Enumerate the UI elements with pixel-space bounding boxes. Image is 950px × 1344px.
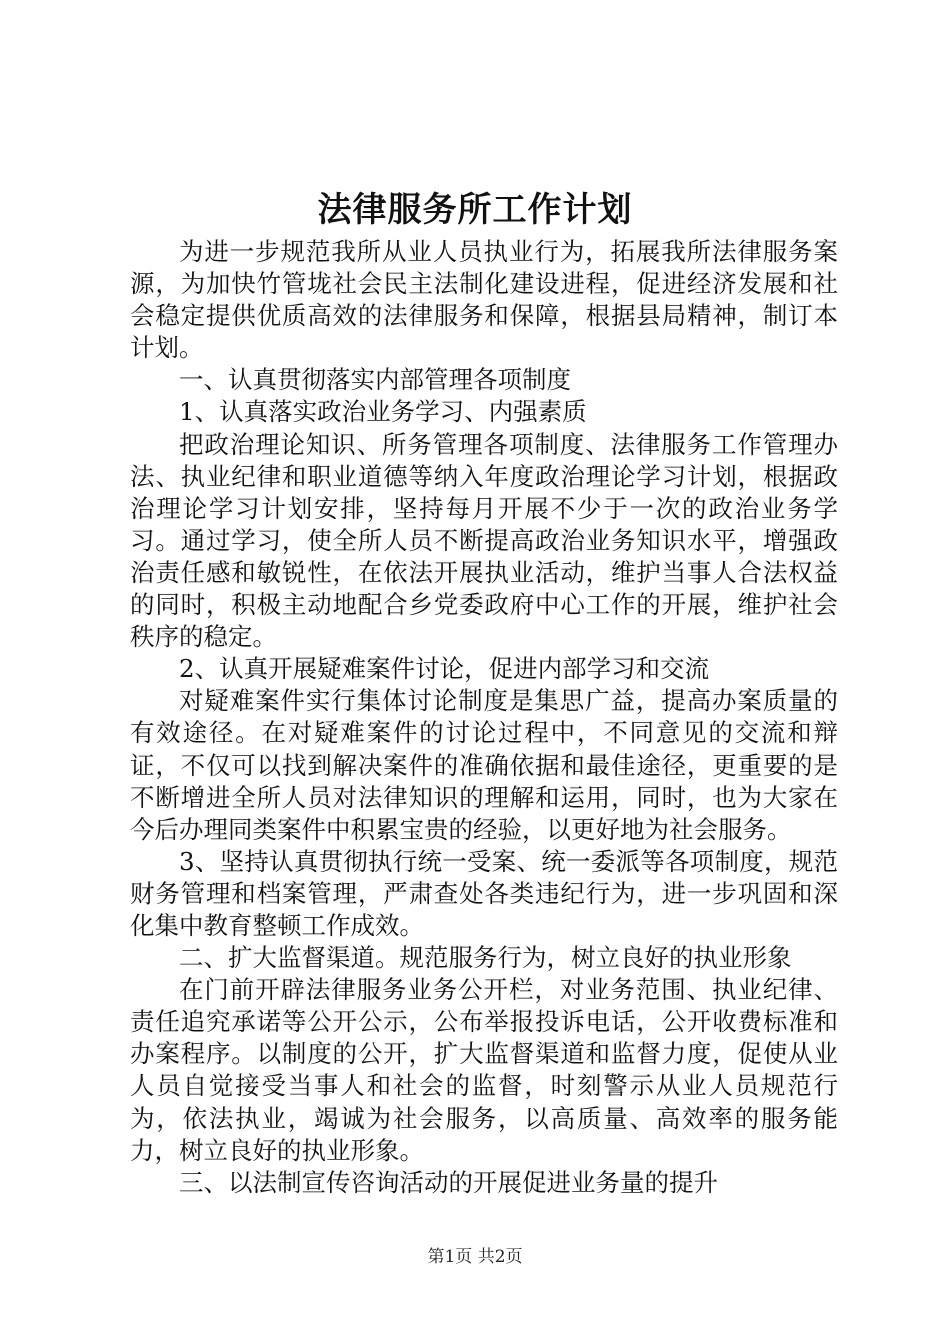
document-title: 法律服务所工作计划 bbox=[317, 190, 633, 230]
section-heading-3: 三、以法制宣传咨询活动的开展促进业务量的提升 bbox=[179, 1167, 718, 1197]
paragraph-intro: 为进一步规范我所从业人员执业行为，拓展我所法律服务案源，为加快竹管垅社会民主法制化建设进程，促进经济发展和社会稳定提供优质高效的法律服务和保障，根据县局精神，制订本计划。 bbox=[130, 237, 838, 363]
paragraph-1-1: 把政治理论知识、所务管理各项制度、法律服务工作管理办法、执业纪律和职业道德等纳入年度政治理论学习计划，根据政治理论学习计划安排，坚持每月开展不少于一次的政治业务学习。通过学习，使全所人员不断提高政治业务知识水平，增强政治责任感和敏锐性，在依法开展执业活动，维护当事人合法权益的同时，积极主动地配合乡党委政府中心工作的开展，维护社会秩序的稳定。 bbox=[130, 429, 838, 652]
section-heading-2: 二、扩大监督渠道。规范服务行为，树立良好的执业形象 bbox=[179, 943, 792, 973]
section-heading-1: 一、认真贯彻落实内部管理各项制度 bbox=[179, 365, 571, 395]
subsection-heading-1-1: 1、认真落实政治业务学习、内强素质 bbox=[179, 397, 587, 427]
page-footer: 第1页 共2页 bbox=[427, 1247, 523, 1267]
paragraph-2: 在门前开辟法律服务业务公开栏，对业务范围、执业纪律、责任追究承诺等公开公示，公布举报投诉电话，公开收费标准和办案程序。以制度的公开，扩大监督渠道和监督力度，促使从业人员自觉接受当事人和社会的监督，时刻警示从业人员规范行为，依法执业，竭诚为社会服务，以高质量、高效率的服务能力，树立良好的执业形象。 bbox=[130, 975, 838, 1165]
document-body bbox=[130, 236, 838, 1199]
paragraph-1-3: 3、坚持认真贯彻执行统一受案、统一委派等各项制度，规范财务管理和档案管理，严肃查处各类违纪行为，进一步巩固和深化集中教育整顿工作成效。 bbox=[130, 846, 838, 940]
paragraph-1-2: 对疑难案件实行集体讨论制度是集思广益，提高办案质量的有效途径。在对疑难案件的讨论过程中，不同意见的交流和辩证，不仅可以找到解决案件的准确依据和最佳途径，更重要的是不断增进全所人员对法律知识的理解和运用，同时，也为大家在今后办理同类案件中积累宝贵的经验，以更好地为社会服务。 bbox=[130, 686, 838, 844]
subsection-heading-1-2: 2、认真开展疑难案件讨论，促进内部学习和交流 bbox=[179, 654, 710, 684]
